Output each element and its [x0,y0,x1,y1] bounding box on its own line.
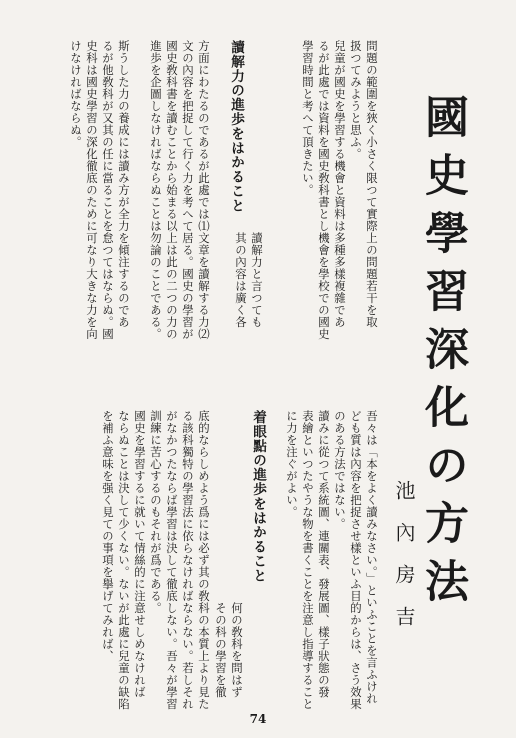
text-line: 方面にわたるのであるが此處では⑴文章を讀解する力⑵ [197,40,211,340]
text-line: ならぬことは決して少くない。ないが此處に兒童の缺陷 [117,410,131,710]
text-line: 史科は國史學習の深化徹底のために可なり大きな力を向 [85,40,99,340]
text-line: 問題の範圍を狹く小さく限つて實際上の問題若干を取 [365,40,379,328]
text-line: のある方法ではない。 [333,410,347,530]
text-line: ども質は內容を把捉させ樣といふ目的からは、さう效果 [349,410,363,710]
text-line: けなければならぬ。 [69,40,83,148]
text-line: 底的ならしめよう爲には必ず其の敎科の本質上より見た [197,410,211,710]
text-line: 其の內容は廣く各 [234,232,248,328]
text-line: 進歩を企圖しなければならぬことは勿論のことである。 [149,40,163,340]
text-line: るが此處では資料を國史敎科書とし機會を學校での國史 [317,40,331,340]
text-line: 何の敎科を問はず [230,602,244,698]
text-line: 國史を學習するに就いて情絲的に注意せしめなければ [133,410,147,698]
text-line: 兒童が國史を學習する機會と資料は多種多樣複雜であ [333,40,347,328]
text-line: 文の內容を把捉して行く力を考へて居る。國史の學習が [181,40,195,340]
text-line: その科の學習を徹 [214,602,228,698]
text-line: 國史敎科書を讀むことから始まる以上は此の二つの力の [165,40,179,340]
article-title: 國史學習深化の方法 [417,94,468,616]
text-line: 學習時間と考へて頂きたい。 [301,40,315,196]
text-line: 讀みに從つて系統圖、連關表、發展圖、樣子狀態の發 [317,410,331,698]
section-heading: 讀解力の進歩をはかること [228,40,244,213]
text-line: に力を注ぐがよい。 [285,410,299,518]
text-line: 吾々は「本をよく讀みなさい。」といふことを言ふけれ [365,410,379,705]
text-line: 讀解力と言つても [250,232,264,328]
author-name: 池內房吉 [392,480,416,648]
text-line: 表繪といつたやうな物を書くことを注意し指導すること [301,410,315,710]
page-number: 74 [249,712,267,726]
text-line: を補ふ意味を强く見ての事項を擧げてみれば、 [101,410,115,662]
text-line: 訓練に苦心するのもそれが爲である。 [149,410,163,614]
text-line: 扱つてみようと思ふ。 [349,40,363,160]
text-line: る該科獨特の學習法に依らなければならない。若しそれ [181,410,195,710]
text-line: るが他敎科が又其の任に當ることを怠つてはならぬ。國 [101,40,115,340]
section-heading: 着眼點の進歩をはかること [250,410,266,583]
text-line: がなかつたならば學習は決して徹底しない。吾々が學習 [165,410,179,710]
text-line: 斯うした力の養成には讀み方が全力を傾注するのであ [117,40,131,328]
